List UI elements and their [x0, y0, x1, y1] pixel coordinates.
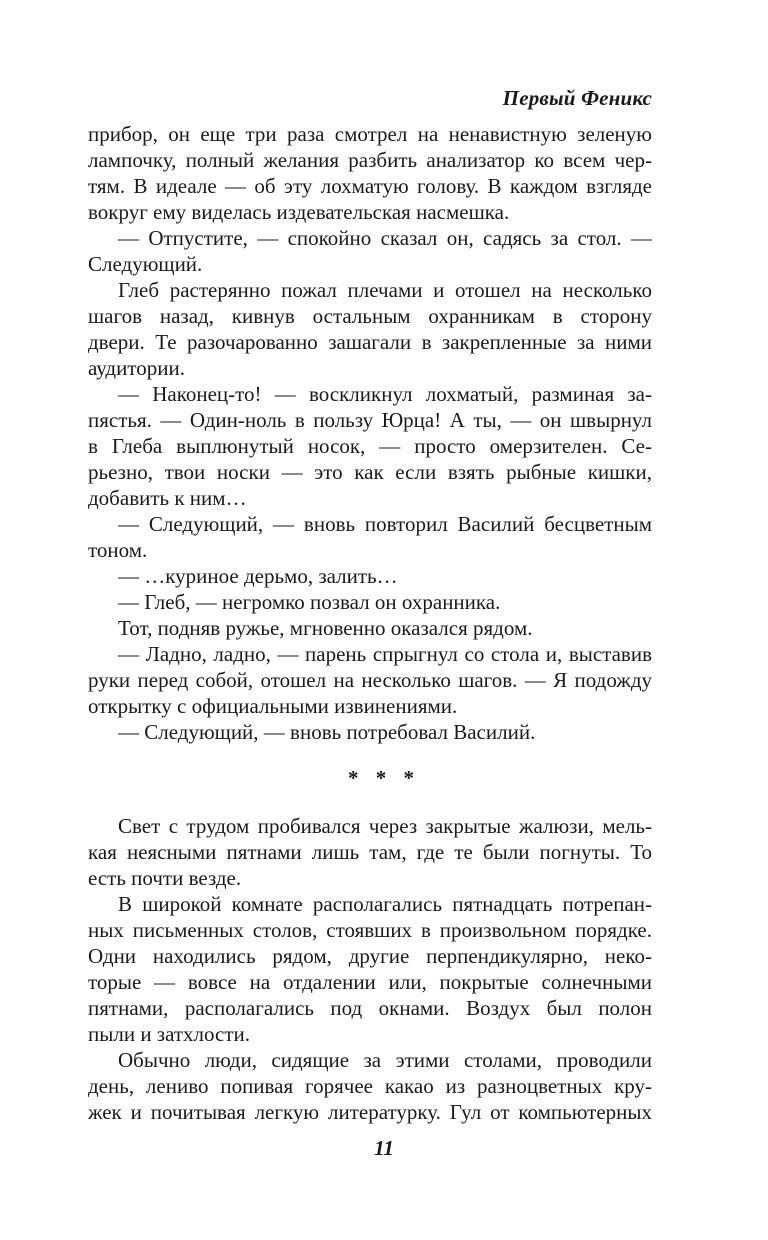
text-line: Одни находились рядом, другие перпендикулярно, неко- [88, 944, 652, 968]
text-line: Свет с трудом пробивался через закрытые жалюзи, мель- [118, 814, 652, 838]
text-line: В широкой комнате располагались пятнадцать потрепан- [118, 892, 652, 916]
text-line: — Следующий, — вновь повторил Василий бесцветным [118, 512, 652, 536]
text-line: день, лениво попивая горячее какао из разноцветных кру- [88, 1074, 652, 1098]
text-line: Обычно люди, сидящие за этими столами, проводили [118, 1048, 652, 1072]
text-line: добавить к ним… [88, 486, 247, 510]
text-line: прибор, он еще три раза смотрел на ненавистную зеленую [88, 122, 652, 146]
text-line: есть почти везде. [88, 866, 242, 890]
text-line: вокруг ему виделась издевательская насмешка. [88, 200, 510, 224]
text-line: — Наконец-то! — воскликнул лохматый, разминая за- [118, 382, 652, 406]
section-separator: * * * [348, 766, 420, 790]
text-line: лампочку, полный желания разбить анализатор ко всем чер- [88, 148, 652, 172]
text-passage-1 [88, 121, 652, 745]
text-line: Следующий. [88, 252, 203, 276]
text-line: открытку с официальными извинениями. [88, 694, 458, 718]
text-line: торые — вовсе на отдалении или, покрытые солнечными [88, 970, 652, 994]
text-line: — Следующий, — вновь потребовал Василий. [118, 720, 536, 744]
text-line: шагов назад, кивнув остальным охранникам в сторону [88, 304, 652, 328]
text-line: Тот, подняв ружье, мгновенно оказался рядом. [118, 616, 533, 640]
text-line: Глеб растерянно пожал плечами и отошел на несколько [118, 278, 652, 302]
text-line: жек и почитывая легкую литературку. Гул от компьютерных [88, 1100, 652, 1124]
text-line: — …куриное дерьмо, залить… [118, 564, 398, 588]
text-passage-2 [88, 813, 652, 1125]
text-line: двери. Те разочарованно зашагали в закрепленные за ними [88, 330, 652, 354]
text-line: пыли и затхлости. [88, 1022, 251, 1046]
text-line: руки перед собой, отошел на несколько шагов. — Я подожду [88, 668, 652, 692]
text-line: тоном. [88, 538, 148, 562]
text-line: в Глеба выплюнутый носок, — просто омерзителен. Се- [88, 434, 652, 458]
text-line: — Отпустите, — спокойно сказал он, садясь за стол. — [118, 226, 652, 250]
page-number: 11 [374, 1136, 394, 1160]
text-line: кая неясными пятнами лишь там, где те были погнуты. То [88, 840, 652, 864]
running-head-title: Первый Феникс [502, 86, 652, 110]
text-line: аудитории. [88, 356, 185, 380]
text-line: рьезно, твои носки — это как если взять рыбные кишки, [88, 460, 652, 484]
text-line: пятнами, располагались под окнами. Воздух был полон [88, 996, 652, 1020]
text-line: пястья. — Один-ноль в пользу Юрца! А ты, — он швырнул [88, 408, 652, 432]
text-line: — Глеб, — негромко позвал он охранника. [118, 590, 501, 614]
text-line: тям. В идеале — об эту лохматую голову. В каждом взгляде [88, 174, 652, 198]
text-line: — Ладно, ладно, — парень спрыгнул со стола и, выставив [118, 642, 652, 666]
text-line: ных письменных столов, стоявших в произвольном порядке. [88, 918, 652, 942]
